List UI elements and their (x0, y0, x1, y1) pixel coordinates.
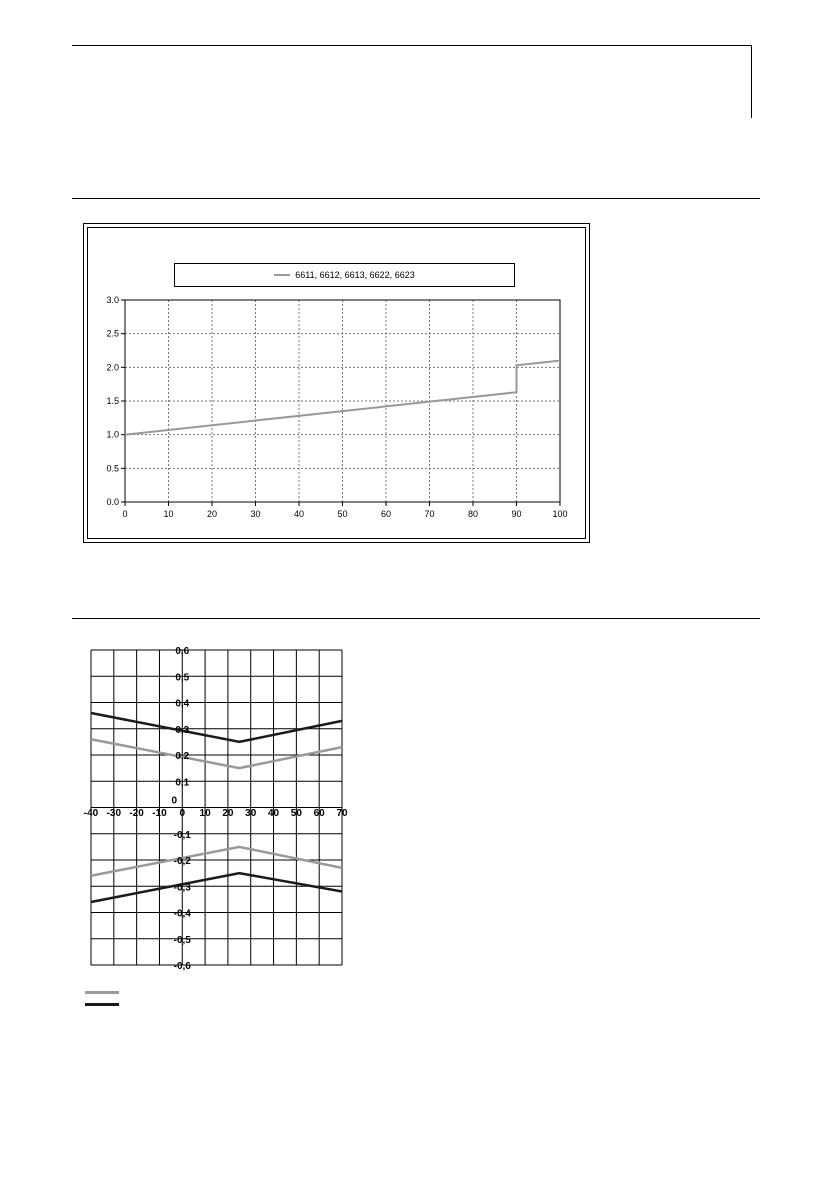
chart2-legend-swatch-dark (85, 1003, 119, 1006)
chart2-x-tick-label: -20 (129, 808, 144, 820)
chart1-y-tick-label: 2.0 (106, 362, 119, 373)
chart2-series-line (91, 873, 342, 902)
chart2-x-tick-label: 10 (199, 808, 211, 820)
chart1-x-tick-label: 70 (424, 509, 435, 519)
chart1-x-tick-label: 100 (552, 509, 568, 519)
chart1-x-tick-label: 40 (293, 509, 305, 519)
chart1-x-tick-label: 90 (511, 509, 522, 519)
chart2-y-tick-label: -0,1 (173, 829, 191, 841)
chart1-x-tick-label: 30 (250, 509, 261, 519)
chart1-y-tick-label: 0.5 (106, 463, 119, 474)
chart1-x-tick-label: 50 (337, 509, 348, 519)
chart2-x-tick-label: -30 (106, 808, 122, 820)
chart2-x-tick-label: 60 (313, 808, 325, 820)
chart2-y-tick-label: 0,6 (175, 646, 190, 657)
chart2-y-tick-label: 0,1 (175, 777, 190, 789)
header-top-rule (72, 45, 752, 46)
chart1-y-tick-label: 1.0 (106, 429, 119, 440)
chart1-x-tick-label: 80 (467, 509, 479, 519)
chart1-x-tick-label: 20 (206, 509, 218, 519)
chart1-plot (100, 292, 570, 524)
chart2-series-line (91, 713, 342, 742)
chart2-plot (80, 642, 360, 977)
section-rule-2 (72, 618, 760, 619)
chart2-y-tick-label: -0,3 (173, 882, 191, 894)
chart2-x-tick-label: 40 (267, 808, 280, 820)
chart2-y-tick-label: 0,4 (175, 698, 190, 710)
chart1-y-tick-label: 2.5 (106, 328, 119, 339)
chart2-x-tick-label: -10 (152, 808, 167, 820)
chart2-series-line (91, 847, 342, 876)
chart2-legend-swatch-light (85, 991, 119, 994)
chart2-x-tick-label: -40 (83, 808, 99, 820)
chart1-y-tick-label: 0.0 (106, 497, 119, 507)
chart2-y-tick-label: -0,6 (173, 961, 191, 972)
chart2-y-tick-label: -0,4 (173, 908, 191, 920)
chart2-x-tick-label: 70 (336, 808, 348, 820)
chart2-series-line (91, 739, 342, 768)
chart2-x-tick-label: 30 (245, 808, 257, 820)
chart2-x-tick-label: 50 (290, 808, 302, 820)
chart1-y-tick-label: 1.5 (106, 396, 119, 406)
chart1-x-tick-label: 0 (122, 509, 128, 519)
chart1-x-tick-label: 60 (380, 509, 392, 519)
chart2-y-tick-label: 0,2 (175, 751, 190, 762)
chart1-x-tick-label: 10 (163, 509, 174, 519)
header-right-rule (751, 45, 752, 118)
chart2-x-tick-label: 0 (179, 808, 186, 820)
chart2-x-tick-label: 20 (222, 808, 234, 820)
section-rule-1 (72, 198, 760, 199)
chart2-y-tick-label: -0,5 (173, 934, 191, 946)
chart2-y-tick-label: 0,3 (175, 724, 190, 736)
chart1-y-tick-label: 3.0 (106, 295, 119, 305)
chart2-y-tick-label: 0,5 (175, 672, 190, 684)
chart1-legend (174, 263, 515, 287)
chart2-y-tick-label: -0,2 (173, 856, 191, 867)
chart1-legend-swatch (274, 274, 290, 276)
chart1-legend-label: 6611, 6612, 6613, 6622, 6623 (295, 270, 415, 280)
chart2-y-tick-label: 0 (171, 795, 178, 807)
